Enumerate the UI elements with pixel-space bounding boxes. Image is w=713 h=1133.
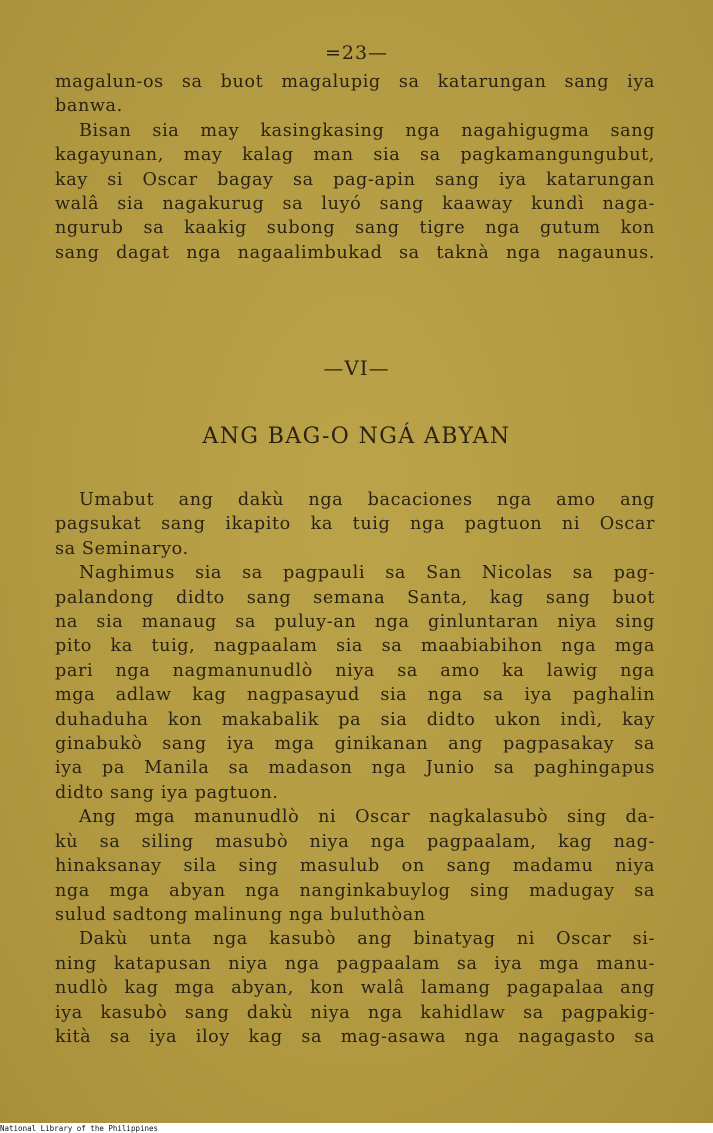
text-line: Naghimus sia sa pagpauli sa San Nicolas sa pag- xyxy=(79,563,655,584)
text-line: pito ka tuig, nagpaalam sia sa maabiabihon nga mga xyxy=(55,636,655,657)
library-credit: National Library of the Philippines xyxy=(0,1124,159,1133)
text-line: sang dagat nga nagaalimbukad sa taknà nga nagaunus. xyxy=(55,242,655,263)
text-line: kay si Oscar bagay sa pag-apin sang iya katarungan xyxy=(55,169,655,190)
text-line: kù sa siling masubò niya nga pagpaalam, kag nag- xyxy=(55,831,655,852)
text-line: palandong didto sang semana Santa, kag sang buot xyxy=(55,587,655,608)
text-line: nga mga abyan nga nanginkabuylog sing madugay sa xyxy=(55,880,655,901)
text-line: didto sang iya pagtuon. xyxy=(55,782,279,803)
text-line: walâ sia nagakurug sa luyó sang kaaway kundì naga- xyxy=(55,194,655,215)
text-line: Bisan sia may kasingkasing nga nagahigugma sang xyxy=(79,120,655,141)
text-line: kità sa iya iloy kag sa mag-asawa nga nagagasto sa xyxy=(55,1026,655,1047)
text-line: iya pa Manila sa madason nga Junio sa paghingapus xyxy=(55,758,655,779)
text-line: mga adlaw kag nagpasayud sia nga sa iya paghalin xyxy=(55,685,655,706)
text-line: pari nga nagmanunudlò niya sa amo ka lawig nga xyxy=(55,660,655,681)
text-line: magalun-os sa buot magalupig sa katarungan sang iya xyxy=(55,72,655,92)
text-line: banwa. xyxy=(55,96,123,117)
chapter-number: —VI— xyxy=(323,356,390,380)
text-line: sulud sadtong malinung nga buluthòan xyxy=(55,904,426,925)
text-line: Umabut ang dakù nga bacaciones nga amo ang xyxy=(79,490,655,510)
text-line: sa Seminaryo. xyxy=(55,538,189,559)
text-line: ginabukò sang iya mga ginikanan ang pagpasakay sa xyxy=(55,734,655,755)
text-block-main xyxy=(55,488,655,1049)
text-line: pagsukat sang ikapito ka tuig nga pagtuon ni Oscar xyxy=(55,514,655,535)
page-number: =23— xyxy=(324,42,389,64)
chapter-title: ANG BAG-O NGÁ ABYAN xyxy=(202,424,511,449)
text-line: nudlò kag mga abyan, kon walâ lamang pagapalaa ang xyxy=(55,978,655,999)
text-line: ning katapusan niya nga pagpaalam sa iya mga manu- xyxy=(55,953,655,974)
text-line: Ang mga manunudlò ni Oscar nagkalasubò sing da- xyxy=(79,807,655,828)
text-line: na sia manaug sa puluy-an nga ginluntaran niya sing xyxy=(55,612,655,633)
text-line: ngurub sa kaakig subong sang tigre nga gutum kon xyxy=(55,218,655,239)
text-line: hinaksanay sila sing masulub on sang madamu niya xyxy=(55,856,655,877)
text-block-top xyxy=(55,70,655,265)
text-line: Dakù unta nga kasubò ang binatyag ni Oscar si- xyxy=(79,929,655,950)
text-line: iya kasubò sang dakù niya nga kahidlaw sa pagpakig- xyxy=(55,1002,655,1023)
text-line: kagayunan, may kalag man sia sa pagkamangungubut, xyxy=(55,145,655,166)
text-line: duhaduha kon makabalik pa sia didto ukon indì, kay xyxy=(55,709,655,730)
